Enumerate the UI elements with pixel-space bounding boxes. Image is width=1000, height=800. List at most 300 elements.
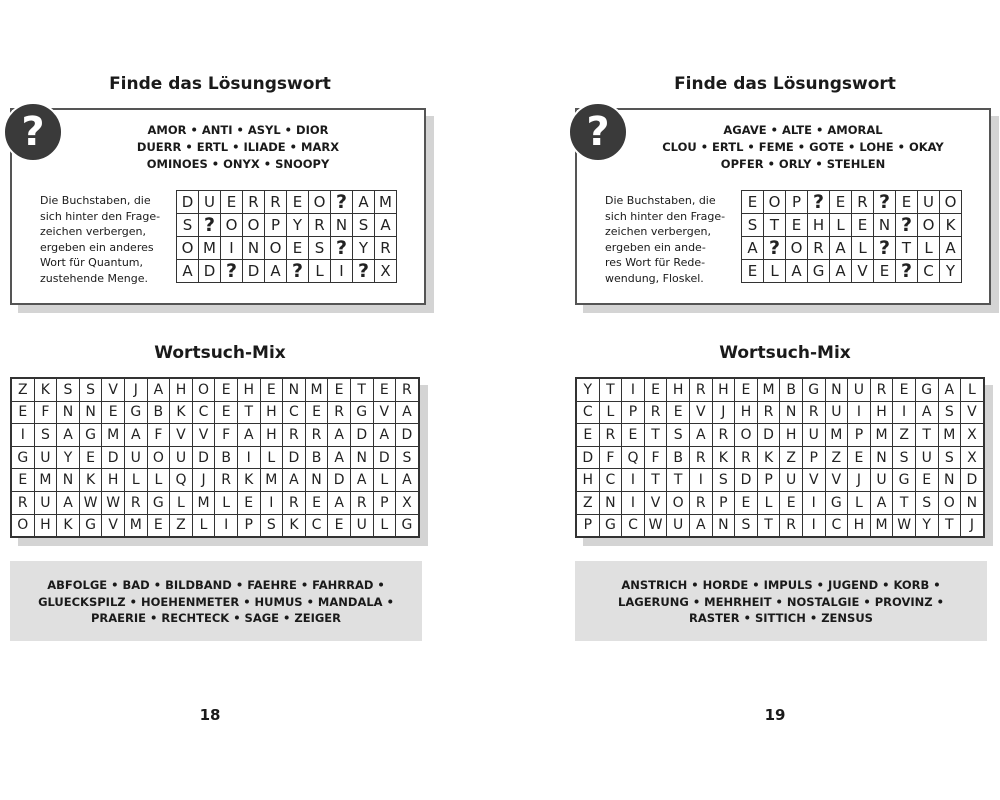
grid-cell: I bbox=[689, 469, 712, 492]
grid-cell: E bbox=[221, 191, 243, 214]
grid-cell: O bbox=[221, 214, 243, 237]
grid-cell: R bbox=[305, 424, 328, 447]
word-line: DUERR • ERTL • ILIADE • MARX bbox=[136, 140, 340, 154]
grid-cell: A bbox=[938, 378, 961, 401]
grid-cell: U bbox=[825, 401, 848, 424]
grid-cell: M bbox=[870, 514, 893, 537]
grid-cell: ? bbox=[331, 191, 353, 214]
grid-cell: L bbox=[961, 378, 984, 401]
solution-letter-grid bbox=[176, 190, 397, 283]
grid-cell: R bbox=[309, 214, 331, 237]
grid-cell: N bbox=[825, 378, 848, 401]
grid-cell: R bbox=[215, 469, 238, 492]
grid-cell: U bbox=[34, 446, 57, 469]
grid-cell: I bbox=[331, 260, 353, 283]
question-mark-icon: ? bbox=[3, 102, 63, 162]
grid-cell: Y bbox=[57, 446, 80, 469]
grid-row bbox=[177, 191, 397, 214]
grid-cell: V bbox=[689, 401, 712, 424]
grid-cell: M bbox=[870, 424, 893, 447]
grid-cell: T bbox=[667, 469, 690, 492]
word-line: OPFER • ORLY • STEHLEN bbox=[720, 157, 886, 171]
grid-cell: U bbox=[199, 191, 221, 214]
grid-cell: P bbox=[576, 514, 599, 537]
grid-cell: V bbox=[170, 424, 193, 447]
grid-row bbox=[11, 514, 419, 537]
grid-cell: A bbox=[350, 469, 373, 492]
grid-cell: ? bbox=[287, 260, 309, 283]
grid-cell: N bbox=[938, 469, 961, 492]
grid-cell: V bbox=[825, 469, 848, 492]
grid-cell: Q bbox=[170, 469, 193, 492]
grid-cell: E bbox=[667, 401, 690, 424]
grid-cell: I bbox=[221, 237, 243, 260]
grid-cell: ? bbox=[331, 237, 353, 260]
grid-cell: S bbox=[915, 491, 938, 514]
grid-cell: X bbox=[961, 446, 984, 469]
grid-cell: U bbox=[915, 446, 938, 469]
grid-cell: A bbox=[940, 237, 962, 260]
grid-row bbox=[11, 446, 419, 469]
grid-cell: S bbox=[938, 401, 961, 424]
grid-cell: E bbox=[742, 260, 764, 283]
grid-cell: S bbox=[260, 514, 283, 537]
grid-cell: Y bbox=[576, 378, 599, 401]
grid-cell: E bbox=[287, 237, 309, 260]
grid-cell: U bbox=[350, 514, 373, 537]
grid-row bbox=[576, 378, 984, 401]
solution-letter-grid bbox=[741, 190, 962, 283]
grid-cell: T bbox=[350, 378, 373, 401]
grid-cell: ? bbox=[874, 237, 896, 260]
instruction-line: zustehende Menge. bbox=[40, 271, 148, 285]
grid-cell: L bbox=[124, 469, 147, 492]
grid-cell: D bbox=[177, 191, 199, 214]
word-search-title: Wortsuch-Mix bbox=[719, 343, 851, 363]
instruction-line: ergeben ein anderes bbox=[40, 240, 154, 254]
grid-cell: V bbox=[852, 260, 874, 283]
grid-row bbox=[576, 514, 984, 537]
grid-cell: O bbox=[918, 214, 940, 237]
grid-cell: E bbox=[874, 260, 896, 283]
grid-cell: H bbox=[260, 401, 283, 424]
grid-cell: X bbox=[961, 424, 984, 447]
grid-cell: E bbox=[215, 401, 238, 424]
grid-cell: R bbox=[689, 378, 712, 401]
grid-cell: N bbox=[350, 446, 373, 469]
grid-cell: S bbox=[735, 514, 758, 537]
grid-cell: F bbox=[599, 446, 622, 469]
grid-row bbox=[11, 491, 419, 514]
grid-cell: R bbox=[757, 401, 780, 424]
grid-cell: G bbox=[396, 514, 419, 537]
grid-row bbox=[576, 401, 984, 424]
grid-cell: S bbox=[57, 378, 80, 401]
grid-cell: E bbox=[373, 378, 396, 401]
grid-cell: E bbox=[79, 446, 102, 469]
grid-cell: O bbox=[786, 237, 808, 260]
grid-cell: I bbox=[215, 514, 238, 537]
grid-cell: N bbox=[331, 214, 353, 237]
grid-cell: N bbox=[79, 401, 102, 424]
grid-cell: A bbox=[57, 424, 80, 447]
grid-cell: R bbox=[283, 424, 306, 447]
grid-cell: R bbox=[328, 401, 351, 424]
grid-cell: D bbox=[243, 260, 265, 283]
grid-cell: G bbox=[808, 260, 830, 283]
grid-cell: N bbox=[57, 469, 80, 492]
grid-cell: N bbox=[305, 469, 328, 492]
solution-word-title: Finde das Lösungswort bbox=[674, 74, 896, 94]
grid-cell: D bbox=[199, 260, 221, 283]
grid-cell: S bbox=[938, 446, 961, 469]
grid-cell: A bbox=[328, 446, 351, 469]
grid-cell: T bbox=[938, 514, 961, 537]
grid-cell: R bbox=[265, 191, 287, 214]
grid-cell: A bbox=[786, 260, 808, 283]
grid-cell: R bbox=[689, 446, 712, 469]
grid-cell: E bbox=[215, 378, 238, 401]
grid-cell: T bbox=[644, 469, 667, 492]
grid-cell: N bbox=[57, 401, 80, 424]
word-line: CLOU • ERTL • FEME • GOTE • LOHE • OKAY bbox=[662, 140, 944, 154]
grid-cell: U bbox=[802, 424, 825, 447]
grid-cell: A bbox=[830, 260, 852, 283]
grid-cell: N bbox=[961, 491, 984, 514]
grid-cell: V bbox=[802, 469, 825, 492]
word-search-grid bbox=[10, 377, 420, 538]
page-right bbox=[575, 0, 1000, 800]
grid-cell: T bbox=[764, 214, 786, 237]
grid-row bbox=[742, 191, 962, 214]
grid-cell: D bbox=[283, 446, 306, 469]
grid-cell: F bbox=[147, 424, 170, 447]
grid-cell: U bbox=[667, 514, 690, 537]
grid-cell: I bbox=[622, 469, 645, 492]
grid-cell: A bbox=[328, 424, 351, 447]
grid-cell: K bbox=[712, 446, 735, 469]
instruction-line: zeichen verbergen, bbox=[40, 225, 146, 238]
word-search-word-list bbox=[575, 561, 987, 641]
grid-cell: V bbox=[961, 401, 984, 424]
grid-cell: A bbox=[353, 191, 375, 214]
grid-cell: J bbox=[961, 514, 984, 537]
grid-cell: N bbox=[599, 491, 622, 514]
grid-cell: L bbox=[260, 446, 283, 469]
grid-cell: E bbox=[735, 378, 758, 401]
instruction-line: wendung, Floskel. bbox=[605, 271, 704, 285]
word-list-line: GLUECKSPILZ • HOEHENMETER • HUMUS • MANDALA • bbox=[38, 594, 394, 609]
grid-cell: M bbox=[260, 469, 283, 492]
grid-cell: E bbox=[622, 424, 645, 447]
grid-cell: G bbox=[599, 514, 622, 537]
grid-cell: G bbox=[147, 491, 170, 514]
grid-cell: C bbox=[576, 401, 599, 424]
grid-cell: I bbox=[802, 514, 825, 537]
grid-cell: O bbox=[147, 446, 170, 469]
grid-cell: R bbox=[808, 237, 830, 260]
grid-cell: H bbox=[576, 469, 599, 492]
grid-cell: E bbox=[786, 214, 808, 237]
grid-cell: L bbox=[852, 237, 874, 260]
grid-cell: R bbox=[350, 491, 373, 514]
grid-cell: H bbox=[780, 424, 803, 447]
word-search-title: Wortsuch-Mix bbox=[154, 343, 286, 363]
grid-cell: Y bbox=[915, 514, 938, 537]
grid-cell: E bbox=[260, 378, 283, 401]
grid-cell: ? bbox=[221, 260, 243, 283]
grid-cell: ? bbox=[896, 260, 918, 283]
grid-cell: T bbox=[896, 237, 918, 260]
grid-row bbox=[576, 469, 984, 492]
puzzle-instruction bbox=[40, 193, 170, 286]
page-number: 19 bbox=[764, 706, 786, 724]
grid-cell: Y bbox=[287, 214, 309, 237]
word-list-line: RASTER • SITTICH • ZENSUS bbox=[689, 611, 873, 625]
grid-cell: S bbox=[742, 214, 764, 237]
grid-cell: E bbox=[147, 514, 170, 537]
grid-cell: I bbox=[802, 491, 825, 514]
grid-row bbox=[177, 237, 397, 260]
word-search-word-list bbox=[10, 561, 422, 641]
question-mark-icon: ? bbox=[568, 102, 628, 162]
grid-cell: O bbox=[309, 191, 331, 214]
grid-cell: O bbox=[764, 191, 786, 214]
grid-cell: N bbox=[712, 514, 735, 537]
grid-cell: R bbox=[644, 401, 667, 424]
grid-cell: N bbox=[780, 401, 803, 424]
grid-cell: C bbox=[599, 469, 622, 492]
grid-cell: S bbox=[667, 424, 690, 447]
grid-cell: E bbox=[780, 491, 803, 514]
grid-cell: I bbox=[622, 491, 645, 514]
grid-cell: E bbox=[848, 446, 871, 469]
grid-cell: E bbox=[237, 491, 260, 514]
grid-row bbox=[11, 424, 419, 447]
grid-cell: V bbox=[373, 401, 396, 424]
grid-cell: R bbox=[283, 491, 306, 514]
grid-cell: W bbox=[79, 491, 102, 514]
grid-cell: H bbox=[34, 514, 57, 537]
grid-cell: E bbox=[576, 424, 599, 447]
grid-cell: A bbox=[265, 260, 287, 283]
grid-cell: C bbox=[622, 514, 645, 537]
grid-cell: N bbox=[870, 446, 893, 469]
grid-cell: U bbox=[34, 491, 57, 514]
grid-cell: K bbox=[237, 469, 260, 492]
grid-cell: B bbox=[147, 401, 170, 424]
grid-cell: L bbox=[373, 469, 396, 492]
grid-cell: L bbox=[830, 214, 852, 237]
grid-cell: W bbox=[102, 491, 125, 514]
grid-cell: A bbox=[742, 237, 764, 260]
grid-row bbox=[576, 424, 984, 447]
grid-cell: B bbox=[780, 378, 803, 401]
grid-cell: I bbox=[893, 401, 916, 424]
grid-cell: W bbox=[893, 514, 916, 537]
grid-cell: ? bbox=[764, 237, 786, 260]
grid-cell: S bbox=[177, 214, 199, 237]
grid-cell: E bbox=[852, 214, 874, 237]
grid-cell: A bbox=[237, 424, 260, 447]
grid-cell: P bbox=[373, 491, 396, 514]
grid-cell: A bbox=[375, 214, 397, 237]
grid-cell: S bbox=[353, 214, 375, 237]
grid-cell: K bbox=[79, 469, 102, 492]
grid-cell: O bbox=[940, 191, 962, 214]
grid-cell: U bbox=[870, 469, 893, 492]
grid-cell: R bbox=[124, 491, 147, 514]
grid-cell: L bbox=[309, 260, 331, 283]
grid-cell: L bbox=[764, 260, 786, 283]
word-line: AGAVE • ALTE • AMORAL bbox=[723, 123, 883, 137]
instruction-line: sich hinter den Frage- bbox=[605, 209, 726, 223]
grid-cell: H bbox=[848, 514, 871, 537]
grid-cell: L bbox=[192, 514, 215, 537]
grid-cell: A bbox=[57, 491, 80, 514]
grid-cell: G bbox=[802, 378, 825, 401]
instruction-line: Wort für Quantum, bbox=[40, 256, 143, 269]
grid-cell: M bbox=[34, 469, 57, 492]
grid-cell: F bbox=[644, 446, 667, 469]
grid-cell: S bbox=[712, 469, 735, 492]
grid-cell: F bbox=[34, 401, 57, 424]
solution-word-title: Finde das Lösungswort bbox=[109, 74, 331, 94]
grid-cell: D bbox=[192, 446, 215, 469]
grid-cell: I bbox=[260, 491, 283, 514]
grid-cell: R bbox=[870, 378, 893, 401]
grid-cell: A bbox=[124, 424, 147, 447]
grid-cell: G bbox=[79, 514, 102, 537]
grid-cell: N bbox=[243, 237, 265, 260]
grid-cell: E bbox=[893, 378, 916, 401]
grid-cell: J bbox=[124, 378, 147, 401]
grid-cell: E bbox=[735, 491, 758, 514]
grid-cell: B bbox=[215, 446, 238, 469]
grid-cell: H bbox=[102, 469, 125, 492]
grid-cell: T bbox=[644, 424, 667, 447]
grid-cell: R bbox=[396, 378, 419, 401]
grid-cell: H bbox=[808, 214, 830, 237]
grid-cell: J bbox=[712, 401, 735, 424]
grid-cell: C bbox=[283, 401, 306, 424]
grid-cell: K bbox=[940, 214, 962, 237]
grid-cell: H bbox=[170, 378, 193, 401]
grid-cell: Z bbox=[893, 424, 916, 447]
grid-cell: K bbox=[34, 378, 57, 401]
grid-cell: Z bbox=[170, 514, 193, 537]
grid-cell: V bbox=[102, 514, 125, 537]
grid-cell: T bbox=[599, 378, 622, 401]
grid-cell: O bbox=[177, 237, 199, 260]
grid-cell: A bbox=[915, 401, 938, 424]
grid-cell: K bbox=[283, 514, 306, 537]
grid-cell: U bbox=[918, 191, 940, 214]
grid-cell: W bbox=[644, 514, 667, 537]
grid-row bbox=[576, 446, 984, 469]
grid-cell: P bbox=[848, 424, 871, 447]
grid-cell: D bbox=[373, 446, 396, 469]
grid-cell: D bbox=[576, 446, 599, 469]
grid-cell: Z bbox=[11, 378, 34, 401]
grid-cell: A bbox=[373, 424, 396, 447]
grid-cell: D bbox=[102, 446, 125, 469]
grid-cell: R bbox=[689, 491, 712, 514]
grid-cell: R bbox=[243, 191, 265, 214]
grid-cell: P bbox=[265, 214, 287, 237]
grid-cell: N bbox=[874, 214, 896, 237]
grid-cell: E bbox=[644, 378, 667, 401]
grid-row bbox=[11, 469, 419, 492]
grid-cell: T bbox=[915, 424, 938, 447]
grid-cell: K bbox=[57, 514, 80, 537]
grid-cell: A bbox=[689, 424, 712, 447]
grid-cell: Q bbox=[622, 446, 645, 469]
grid-cell: L bbox=[848, 491, 871, 514]
grid-cell: M bbox=[305, 378, 328, 401]
solution-word-list bbox=[72, 122, 404, 173]
grid-cell: O bbox=[265, 237, 287, 260]
solution-word-list bbox=[637, 122, 969, 173]
word-list-line: ANSTRICH • HORDE • IMPULS • JUGEND • KORB • bbox=[621, 578, 941, 592]
grid-cell: V bbox=[192, 424, 215, 447]
grid-cell: T bbox=[757, 514, 780, 537]
grid-cell: G bbox=[825, 491, 848, 514]
grid-cell: L bbox=[170, 491, 193, 514]
puzzle-instruction bbox=[605, 193, 735, 286]
grid-cell: D bbox=[735, 469, 758, 492]
grid-cell: P bbox=[622, 401, 645, 424]
grid-cell: E bbox=[305, 491, 328, 514]
grid-cell: J bbox=[192, 469, 215, 492]
grid-cell: I bbox=[848, 401, 871, 424]
grid-cell: P bbox=[757, 469, 780, 492]
grid-cell: H bbox=[260, 424, 283, 447]
instruction-line: res Wort für Rede- bbox=[605, 256, 706, 269]
grid-cell: C bbox=[825, 514, 848, 537]
grid-cell: T bbox=[237, 401, 260, 424]
grid-cell: E bbox=[11, 401, 34, 424]
grid-cell: U bbox=[780, 469, 803, 492]
grid-cell: A bbox=[147, 378, 170, 401]
grid-row bbox=[742, 260, 962, 283]
grid-cell: U bbox=[848, 378, 871, 401]
word-list-line: ABFOLGE • BAD • BILDBAND • FAEHRE • FAHRRAD • bbox=[47, 578, 385, 592]
word-list-line: LAGERUNG • MEHRHEIT • NOSTALGIE • PROVINZ • bbox=[618, 594, 944, 609]
grid-cell: D bbox=[757, 424, 780, 447]
grid-cell: J bbox=[848, 469, 871, 492]
grid-row bbox=[742, 214, 962, 237]
grid-cell: R bbox=[780, 514, 803, 537]
grid-cell: D bbox=[328, 469, 351, 492]
grid-cell: Z bbox=[825, 446, 848, 469]
solution-word-puzzle bbox=[10, 108, 426, 305]
grid-cell: M bbox=[375, 191, 397, 214]
grid-cell: R bbox=[375, 237, 397, 260]
grid-cell: A bbox=[283, 469, 306, 492]
grid-cell: M bbox=[124, 514, 147, 537]
grid-cell: D bbox=[961, 469, 984, 492]
grid-cell: L bbox=[147, 469, 170, 492]
grid-cell: S bbox=[309, 237, 331, 260]
grid-cell: ? bbox=[808, 191, 830, 214]
grid-cell: R bbox=[852, 191, 874, 214]
grid-cell: A bbox=[328, 491, 351, 514]
grid-cell: E bbox=[915, 469, 938, 492]
word-search-grid bbox=[575, 377, 985, 538]
grid-cell: G bbox=[893, 469, 916, 492]
word-list-line: PRAERIE • RECHTECK • SAGE • ZEIGER bbox=[90, 611, 342, 625]
